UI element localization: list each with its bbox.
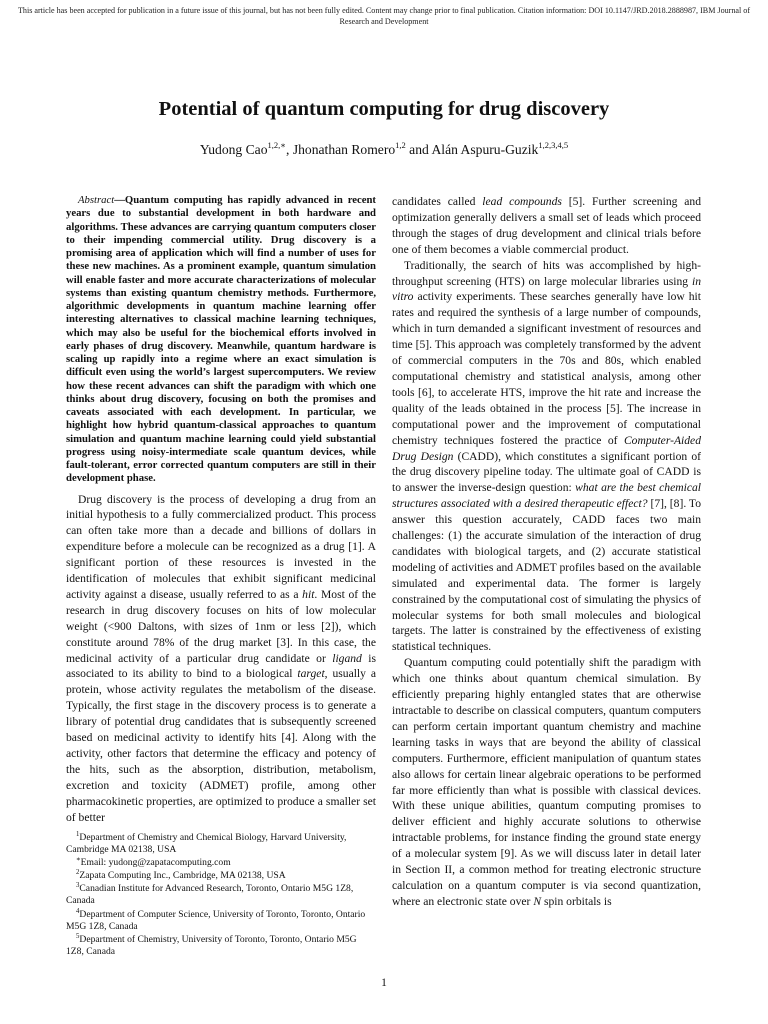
footnote (66, 870, 376, 882)
text-run: is associated to its ability to bind to a biological (66, 651, 376, 681)
abstract-text: Quantum computing has rapidly advanced in recent years due to substantial development in both hardware and algorithms. These advances are carrying quantum computers closer to their impending commercial utility. Drug discovery is a promising area of application which will find a number of uses for these new machines. As a prominent example, quantum simulation will enable faster and more accurate characterizations of molecular systems than existing quantum chemistry methods. Furthermore, algorithmic developments in quantum machine learning offer interesting alternatives to classical machine learning techniques, which may also be useful for the biochemical efforts involved in early phases of drug discovery. Meanwhile, quantum hardware is scaling up rapidly into a regime where an exact simulation is difficult even using the world’s largest supercomputers. We review how these recent advances can shift the paradigm with which one thinks about drug discovery, focusing on both the promises and caveats associated with each development. In particular, we highlight how hybrid quantum-classical approaches to quantum simulation and quantum machine learning could yield substantial progress using noisy-intermediate scale quantum devices, while fault-tolerant, error corrected quantum computers are still in their development phase. (66, 194, 376, 485)
text-run: candidates called (392, 195, 483, 208)
left-column (66, 194, 376, 826)
footnote-text: Department of Chemistry, University of Toronto, Toronto, Ontario M5G 1Z8, Canada (66, 933, 357, 957)
italic-term: in vitro (392, 274, 701, 304)
header-line-1: This article has been accepted for publication in a future issue of this journal, but has not been fully edited. Content may change prior to final publication. Citation information: DOI 10.1147/JRD.2018.2888987, IBM Journal of (17, 6, 751, 15)
author-name: Yudong Cao (199, 142, 268, 157)
abstract-dash: — (114, 194, 125, 206)
italic-symbol: N (533, 894, 542, 908)
text-run: (CADD), which constitutes a significant portion of the drug discovery pipeline today. The ultimate goal of CADD is to answer the inverse-design question: (392, 449, 701, 495)
journal-header-note (0, 5, 768, 27)
abstract-label: Abstract (78, 194, 115, 206)
author-separator: and (405, 142, 432, 157)
footnote-text: Zapata Computing Inc., Cambridge, MA 02138, USA (79, 870, 286, 882)
italic-term: hit (302, 587, 315, 601)
text-run: spin orbitals is (541, 894, 612, 908)
italic-term: lead compounds (482, 195, 562, 208)
footnote-mark: 3 (76, 882, 80, 890)
italic-term: target (297, 667, 325, 681)
text-run: [7], [8]. To answer this question accurately, CADD faces two main challenges: (1) the accurate simulation of the interaction of drug candidates with biological targets, and (2) accurate statistical modeling of activities and ADMET profiles based on the available simulated and experimental data. The former is largely constrained by the computational cost of simulating the physics of molecular systems for both small molecules and biological targets. The latter is constrained by the effectiveness of existing statistical techniques. (392, 497, 702, 654)
author-affiliation-marks: 1,2,∗ (267, 140, 287, 150)
body-paragraph (392, 194, 701, 258)
right-column (392, 194, 701, 910)
text-run: Drug discovery is the process of developing a drug from an initial hypothesis to a fully commercialized product. This process can often take more than a decade and billions of dollars in expenditure before a molecule can be recognized as a drug [1]. A significant portion of these resources is invested in the identification of molecules that exhibit significant medicinal activity against a disease, usually referred to as a (66, 492, 376, 601)
body-paragraph (66, 492, 376, 826)
footnote (66, 857, 376, 869)
footnote (66, 934, 376, 958)
author-name: Jhonathan Romero (292, 142, 396, 157)
text-run: , usually a protein, whose activity regulates the metabolism of the disease. Typically, the first stage in the discovery process is to generate a library of potential drug candidates that is subsequently screened based on medicinal activity to identify hits [4]. Along with the activity, other factors that determine the efficacy and potency of the hits, such as the absorption, distribution, metabolism, excretion and toxicity (ADMET) profile, among other pharmacokinetic properties, are optimized to produce a smaller set of better (66, 667, 376, 824)
footnote-mark: ∗ (76, 856, 81, 864)
footnote-text: Department of Computer Science, University of Toronto, Toronto, Ontario M5G 1Z8, Canada (66, 908, 366, 932)
italic-term: ligand (332, 651, 362, 665)
footnote-text: Email: yudong@zapatacomputing.com (80, 857, 231, 869)
body-paragraph (392, 258, 701, 656)
author-list (0, 141, 768, 159)
text-run: . Most of the research in drug discovery focuses on hits of low molecular weight (<900 Daltons, with sizes of 1nm or less [2]), which constitute around 78% of the drug market [3]. In this case, the medicinal activity of a particular drug candidate or (66, 587, 376, 665)
italic-term: Computer-Aided Drug Design (392, 433, 701, 463)
text-run: Traditionally, the search of hits was accomplished by high-throughput screening (HTS) on large molecular libraries using (392, 258, 701, 288)
text-run: [5]. Further screening and optimization generally delivers a small set of leads which proceed through the stages of drug development and clinical trials before one of them becomes a viable commercial product. (392, 195, 702, 256)
footnote-mark: 1 (76, 831, 80, 838)
text-run: activity experiments. These searches generally have low hit rates and required the synthesis of a large number of compounds, which in turn demanded a significant investment of resources and time [5]. This approach was completely transformed by the advent of commercial computers in the 70s and 80s, which enabled computational chemistry and statistical analysis, among other tools [6], to accelerate HTS, improve the hit rate and increase the quality of the leads obtained in the process [5]. The increase in computational power and the improvement of computational chemistry techniques fostered the practice of (392, 290, 701, 447)
italic-question: what are the best chemical structures associated with a desired therapeutic effect? (392, 481, 701, 511)
author-name: Alán Aspuru-Guzik (431, 142, 539, 157)
body-paragraph (392, 655, 701, 910)
footnote-mark: 4 (76, 907, 80, 915)
footnote (66, 883, 376, 907)
author-affiliation-marks: 1,2 (395, 140, 406, 150)
header-line-2: Research and Development (339, 17, 429, 26)
footnote (66, 832, 376, 856)
affiliation-footnotes (66, 832, 376, 959)
author-affiliation-marks: 1,2,3,4,5 (538, 140, 569, 150)
page-number: 1 (381, 977, 387, 989)
footnote-mark: 2 (76, 869, 80, 877)
footnote-text: Canadian Institute for Advanced Research, Toronto, Ontario M5G 1Z8, Canada (66, 883, 354, 907)
footnote (66, 909, 376, 933)
paper-title: Potential of quantum computing for drug discovery (158, 98, 610, 120)
footnote-mark: 5 (76, 932, 80, 940)
footnote-text: Department of Chemistry and Chemical Biology, Harvard University, Cambridge MA 02138, USA (66, 832, 347, 856)
abstract (66, 194, 376, 486)
text-run: Quantum computing could potentially shift the paradigm with which one thinks about quantum chemical simulation. By efficiently preparing highly entangled states that are otherwise intractable to describe on classical computers, quantum computers can perform certain important quantum chemistry and machine learning tasks in ways that are beyond the ability of classical computers. Furthermore, efficient manipulation of quantum states also allows for certain linear algebraic operations to be performed far more efficiently than what is possible with classical devices. With these unique abilities, quantum computing promises to deliver efficient and highly accurate solutions to otherwise intractable problems, for instance finding the ground state energy of a molecular system [9]. As we will discuss later in detail later in Section II, a common method for treating electronic structure calculation on a quantum computer is via second quantization, where an electronic state over (392, 656, 701, 908)
author-separator: , (286, 142, 293, 157)
